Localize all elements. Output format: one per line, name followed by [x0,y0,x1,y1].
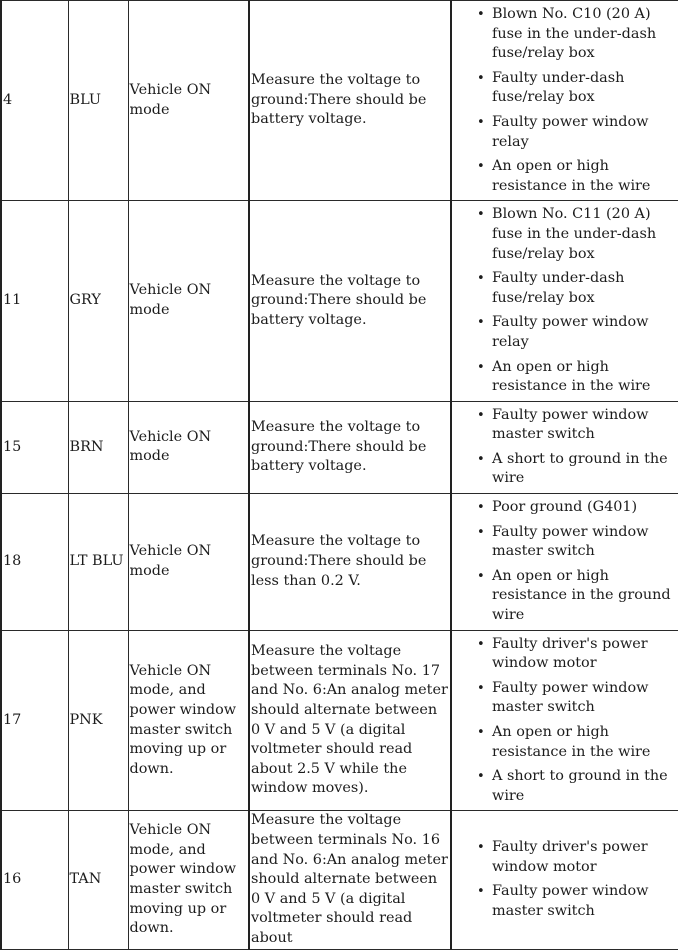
wire-color-cell: PNK [68,630,128,811]
wire-color-cell: BLU [68,1,128,201]
possible-cause-cell [451,1,678,201]
wire-color-cell: LT BLU [68,494,128,631]
cause-list [452,838,678,921]
list-item: • Faulty under-dash fuse/relay box [492,269,678,308]
possible-cause-cell [451,494,678,631]
test-cell: Measure the voltage between terminals No. 17 and No. 6:An analog meter should alternate between 0 V and 5 V (a digital voltmeter should read about 2.5 V while the window moves). [249,630,451,811]
terminal-cell: 17 [1,630,68,811]
condition-cell: Vehicle ON mode [128,401,249,493]
condition-cell: Vehicle ON mode [128,494,249,631]
test-cell: Measure the voltage to ground:There should be battery voltage. [249,401,451,493]
list-item: • Blown No. C11 (20 A) fuse in the under-dash fuse/relay box [492,205,678,264]
list-item: • A short to ground in the wire [492,767,678,806]
cause-list [452,205,678,396]
list-item: • Faulty power window master switch [492,406,678,445]
test-cell: Measure the voltage between terminals No. 16 and No. 6:An analog meter should alternate between 0 V and 5 V (a digital voltmeter should read about [249,811,451,949]
test-cell: Measure the voltage to ground:There should be less than 0.2 V. [249,494,451,631]
list-item: • Faulty power window master switch [492,523,678,562]
wire-color-cell: GRY [68,201,128,401]
possible-cause-cell [451,630,678,811]
condition-cell: Vehicle ON mode, and power window master switch moving up or down. [128,630,249,811]
terminal-cell: 16 [1,811,68,949]
terminal-cell: 11 [1,201,68,401]
list-item: • Faulty under-dash fuse/relay box [492,69,678,108]
condition-cell: Vehicle ON mode [128,1,249,201]
table-row [1,494,678,631]
list-item: • Faulty power window relay [492,113,678,152]
possible-cause-cell [451,201,678,401]
test-cell: Measure the voltage to ground:There should be battery voltage. [249,1,451,201]
table-row [1,630,678,811]
terminal-cell: 4 [1,1,68,201]
possible-cause-cell [451,401,678,493]
list-item: • Faulty power window relay [492,313,678,352]
cause-list [452,406,678,489]
cause-list [452,635,678,807]
wire-color-cell: BRN [68,401,128,493]
terminal-cell: 15 [1,401,68,493]
cause-list [452,498,678,626]
condition-cell: Vehicle ON mode, and power window master switch moving up or down. [128,811,249,949]
wire-color-cell: TAN [68,811,128,949]
list-item: • An open or high resistance in the wire [492,358,678,397]
list-item: • A short to ground in the wire [492,450,678,489]
list-item: • Poor ground (G401) [492,498,678,518]
cause-list [452,5,678,196]
test-cell: Measure the voltage to ground:There should be battery voltage. [249,201,451,401]
list-item: • An open or high resistance in the wire [492,157,678,196]
list-item: • Faulty power window master switch [492,882,678,921]
list-item: • Blown No. C10 (20 A) fuse in the under-dash fuse/relay box [492,5,678,64]
possible-cause-cell [451,811,678,949]
table-row [1,401,678,493]
list-item: • An open or high resistance in the wire [492,723,678,762]
table-row [1,1,678,201]
list-item: • Faulty driver's power window motor [492,635,678,674]
list-item: • Faulty power window master switch [492,679,678,718]
table-row [1,201,678,401]
table-row [1,811,678,949]
list-item: • Faulty driver's power window motor [492,838,678,877]
condition-cell: Vehicle ON mode [128,201,249,401]
list-item: • An open or high resistance in the ground wire [492,567,678,626]
terminal-cell: 18 [1,494,68,631]
